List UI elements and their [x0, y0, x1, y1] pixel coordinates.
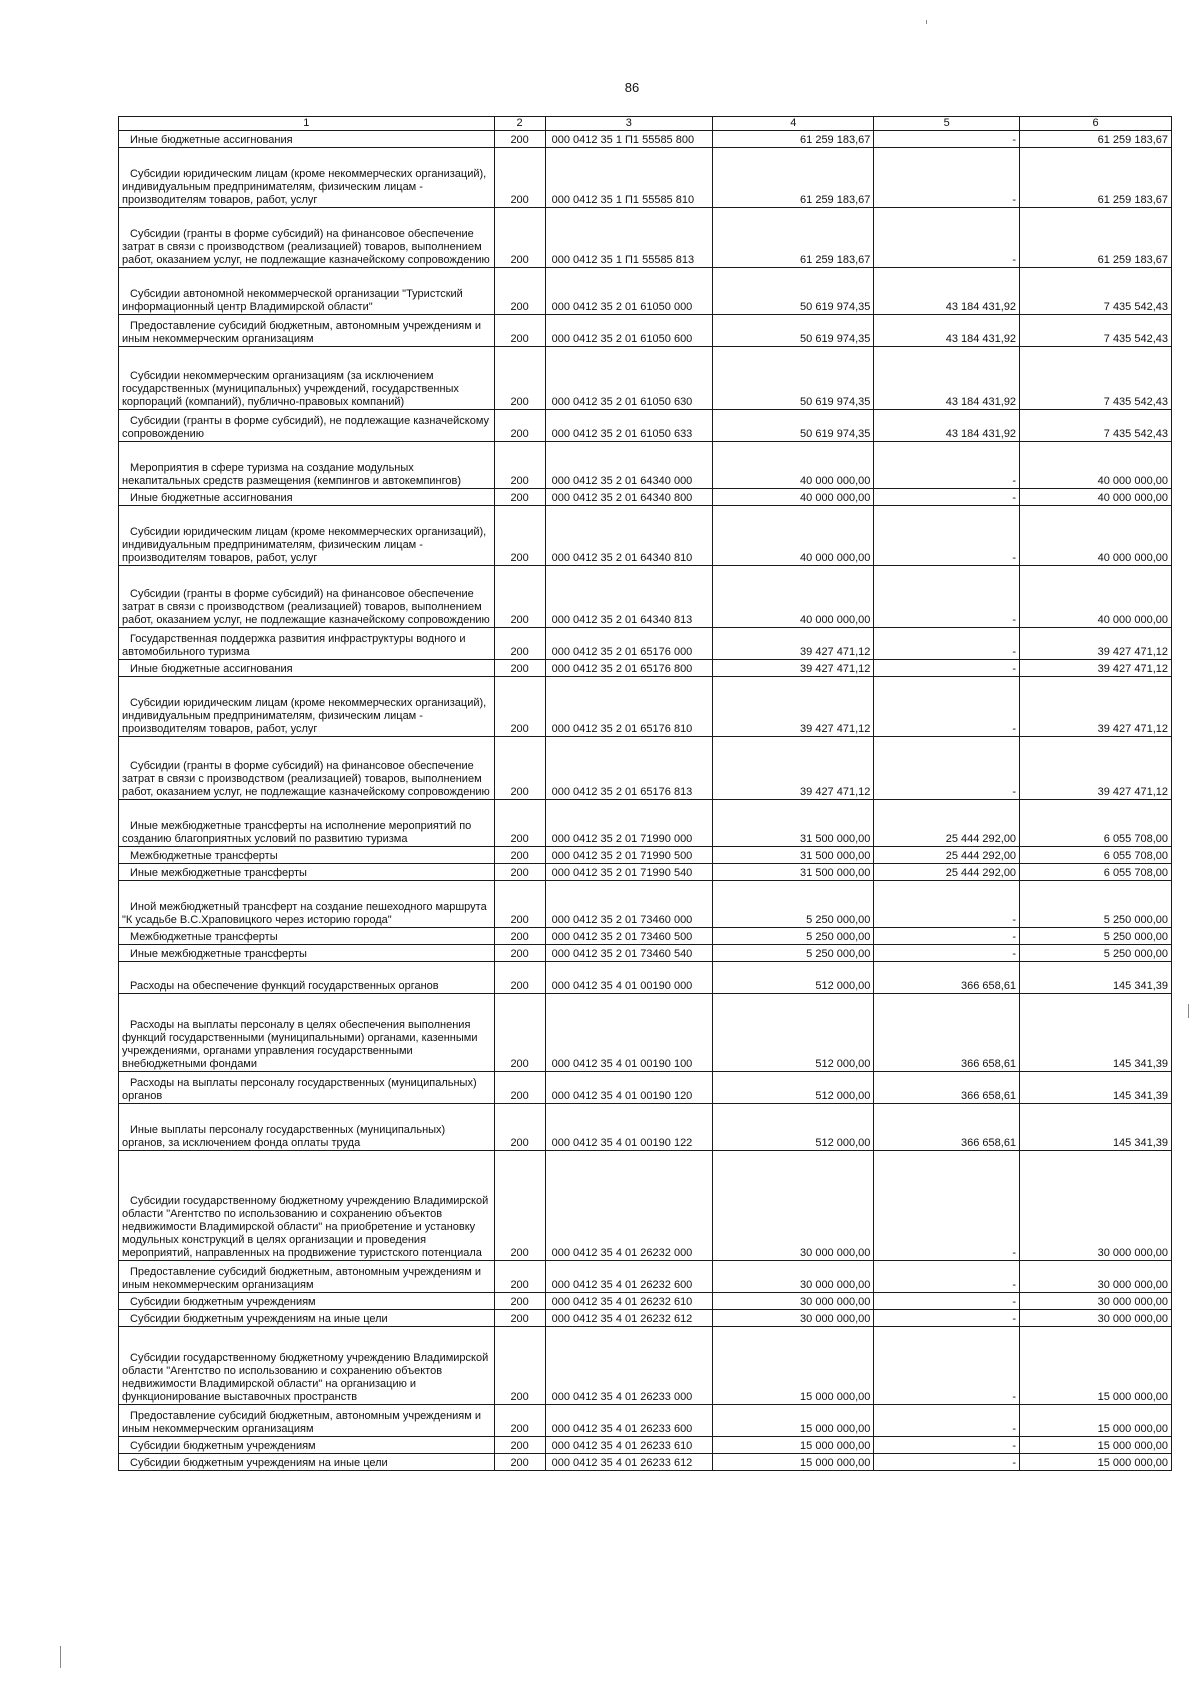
row-code-cell: 200	[494, 315, 545, 347]
row-name-cell	[119, 506, 495, 566]
row-name-text: Иные межбюджетные трансферты	[130, 867, 307, 879]
table-row	[119, 506, 1172, 566]
row-code-cell: 200	[494, 800, 545, 847]
row-amount-5-cell: -	[874, 628, 1020, 660]
row-amount-4-cell: 31 500 000,00	[713, 800, 874, 847]
row-name-cell	[119, 1261, 495, 1293]
row-kbk-cell: 000 0412 35 2 01 73460 000	[545, 881, 713, 928]
row-name-text: Субсидии юридическим лицам (кроме некоммерческих организаций), индивидуальным предпринимателям, физическим лицам - производителям товаров, работ, услуг	[122, 526, 487, 564]
row-amount-5-cell: -	[874, 148, 1020, 208]
table-row	[119, 1072, 1172, 1104]
row-code-cell: 200	[494, 208, 545, 268]
row-kbk-cell: 000 0412 35 2 01 71990 540	[545, 864, 713, 881]
row-amount-6-cell: 30 000 000,00	[1020, 1261, 1172, 1293]
row-amount-5-cell: 366 658,61	[874, 1072, 1020, 1104]
row-amount-5-cell: -	[874, 1454, 1020, 1471]
row-code-cell: 200	[494, 945, 545, 962]
row-amount-4-cell: 15 000 000,00	[713, 1454, 874, 1471]
row-amount-4-cell: 39 427 471,12	[713, 660, 874, 677]
row-amount-5-cell: -	[874, 1151, 1020, 1261]
row-kbk-cell: 000 0412 35 4 01 26233 600	[545, 1405, 713, 1437]
row-code-cell: 200	[494, 1310, 545, 1327]
row-name-cell	[119, 410, 495, 442]
row-amount-5-cell: 25 444 292,00	[874, 847, 1020, 864]
header-cell-4: 4	[713, 117, 874, 131]
table-row	[119, 1454, 1172, 1471]
row-code-cell: 200	[494, 677, 545, 737]
row-amount-6-cell: 15 000 000,00	[1020, 1327, 1172, 1405]
row-name-text: Расходы на обеспечение функций государственных органов	[130, 980, 439, 992]
row-amount-6-cell: 7 435 542,43	[1020, 315, 1172, 347]
table-row	[119, 489, 1172, 506]
row-name-cell	[119, 131, 495, 148]
row-amount-6-cell: 40 000 000,00	[1020, 506, 1172, 566]
header-cell-2: 2	[494, 117, 545, 131]
row-amount-4-cell: 61 259 183,67	[713, 148, 874, 208]
row-amount-4-cell: 30 000 000,00	[713, 1151, 874, 1261]
scan-speck	[1188, 1004, 1189, 1018]
row-kbk-cell: 000 0412 35 2 01 64340 810	[545, 506, 713, 566]
row-amount-6-cell: 61 259 183,67	[1020, 148, 1172, 208]
row-code-cell: 200	[494, 1327, 545, 1405]
row-amount-6-cell: 30 000 000,00	[1020, 1293, 1172, 1310]
row-amount-5-cell: -	[874, 677, 1020, 737]
row-amount-4-cell: 40 000 000,00	[713, 566, 874, 628]
row-amount-4-cell: 50 619 974,35	[713, 410, 874, 442]
row-name-text: Иные выплаты персоналу государственных (муниципальных) органов, за исключением фонда оплаты труда	[122, 1124, 446, 1149]
row-amount-4-cell: 61 259 183,67	[713, 208, 874, 268]
row-kbk-cell: 000 0412 35 1 П1 55585 800	[545, 131, 713, 148]
row-code-cell: 200	[494, 881, 545, 928]
row-kbk-cell: 000 0412 35 2 01 64340 813	[545, 566, 713, 628]
row-name-cell	[119, 928, 495, 945]
row-name-text: Государственная поддержка развития инфраструктуры водного и автомобильного туризма	[122, 633, 466, 658]
row-amount-5-cell: 25 444 292,00	[874, 800, 1020, 847]
row-name-text: Субсидии юридическим лицам (кроме некоммерческих организаций), индивидуальным предпринимателям, физическим лицам - производителям товаров, работ, услуг	[122, 168, 487, 206]
scan-speck	[926, 20, 927, 24]
row-amount-6-cell: 39 427 471,12	[1020, 628, 1172, 660]
row-amount-4-cell: 15 000 000,00	[713, 1405, 874, 1437]
scan-speck	[60, 1646, 61, 1668]
row-amount-4-cell: 40 000 000,00	[713, 506, 874, 566]
table-row	[119, 1310, 1172, 1327]
row-name-cell	[119, 677, 495, 737]
row-name-text: Расходы на выплаты персоналу в целях обеспечения выполнения функций государственными (муниципальными) органами, казенными учреждениями, органами управления государственными внебюджетными фондами	[122, 1019, 478, 1070]
row-name-cell	[119, 962, 495, 994]
table-header-row	[119, 117, 1172, 131]
row-code-cell: 200	[494, 1104, 545, 1151]
table-row	[119, 148, 1172, 208]
row-kbk-cell: 000 0412 35 4 01 00190 100	[545, 994, 713, 1072]
row-amount-6-cell: 7 435 542,43	[1020, 268, 1172, 315]
row-kbk-cell: 000 0412 35 2 01 61050 630	[545, 347, 713, 410]
row-code-cell: 200	[494, 489, 545, 506]
table-row	[119, 928, 1172, 945]
row-amount-4-cell: 30 000 000,00	[713, 1293, 874, 1310]
row-kbk-cell: 000 0412 35 4 01 00190 120	[545, 1072, 713, 1104]
row-amount-4-cell: 50 619 974,35	[713, 315, 874, 347]
row-name-text: Иные межбюджетные трансферты	[130, 948, 307, 960]
table-row	[119, 1437, 1172, 1454]
row-amount-5-cell: 366 658,61	[874, 962, 1020, 994]
row-amount-4-cell: 61 259 183,67	[713, 131, 874, 148]
row-amount-6-cell: 40 000 000,00	[1020, 442, 1172, 489]
row-amount-5-cell: -	[874, 208, 1020, 268]
row-name-text: Межбюджетные трансферты	[130, 850, 278, 862]
row-code-cell: 200	[494, 994, 545, 1072]
table-row	[119, 410, 1172, 442]
row-amount-6-cell: 15 000 000,00	[1020, 1437, 1172, 1454]
row-kbk-cell: 000 0412 35 2 01 64340 800	[545, 489, 713, 506]
row-name-text: Субсидии государственному бюджетному учреждению Владимирской области "Агентство по использованию и сохранению объектов недвижимости Владимирской области" на организацию и функционирование выставочных пространств	[122, 1352, 489, 1403]
row-amount-5-cell: -	[874, 1437, 1020, 1454]
row-name-cell	[119, 1310, 495, 1327]
table-row	[119, 677, 1172, 737]
row-name-text: Субсидии (гранты в форме субсидий) на финансовое обеспечение затрат в связи с производством (реализацией) товаров, выполнением работ, оказанием услуг, не подлежащие казначейскому сопровождению	[122, 760, 490, 798]
row-code-cell: 200	[494, 847, 545, 864]
row-kbk-cell: 000 0412 35 2 01 71990 500	[545, 847, 713, 864]
row-name-text: Субсидии некоммерческим организациям (за исключением государственных (муниципальных) учреждений, государственных корпораций (компаний), публично-правовых компаний)	[122, 370, 459, 408]
row-name-cell	[119, 1072, 495, 1104]
row-name-text: Субсидии бюджетным учреждениям на иные цели	[130, 1457, 388, 1469]
row-kbk-cell: 000 0412 35 4 01 26233 000	[545, 1327, 713, 1405]
row-kbk-cell: 000 0412 35 4 01 26232 000	[545, 1151, 713, 1261]
row-amount-5-cell: -	[874, 1405, 1020, 1437]
row-amount-4-cell: 15 000 000,00	[713, 1437, 874, 1454]
row-amount-4-cell: 31 500 000,00	[713, 864, 874, 881]
row-amount-6-cell: 39 427 471,12	[1020, 660, 1172, 677]
row-kbk-cell: 000 0412 35 2 01 61050 633	[545, 410, 713, 442]
row-code-cell: 200	[494, 1293, 545, 1310]
row-amount-6-cell: 5 250 000,00	[1020, 945, 1172, 962]
row-name-text: Расходы на выплаты персоналу государственных (муниципальных) органов	[122, 1077, 477, 1102]
row-name-text: Субсидии бюджетным учреждениям	[130, 1296, 316, 1308]
row-kbk-cell: 000 0412 35 4 01 00190 000	[545, 962, 713, 994]
row-name-cell	[119, 660, 495, 677]
row-name-cell	[119, 800, 495, 847]
row-name-text: Субсидии (гранты в форме субсидий), не подлежащие казначейскому сопровождению	[122, 415, 490, 440]
row-amount-5-cell: -	[874, 506, 1020, 566]
row-kbk-cell: 000 0412 35 4 01 00190 122	[545, 1104, 713, 1151]
row-amount-6-cell: 40 000 000,00	[1020, 489, 1172, 506]
row-amount-5-cell: -	[874, 1327, 1020, 1405]
row-name-cell	[119, 737, 495, 800]
table-row	[119, 442, 1172, 489]
row-amount-6-cell: 39 427 471,12	[1020, 737, 1172, 800]
row-code-cell: 200	[494, 864, 545, 881]
table-row	[119, 660, 1172, 677]
row-code-cell: 200	[494, 148, 545, 208]
table-row	[119, 1293, 1172, 1310]
row-code-cell: 200	[494, 962, 545, 994]
row-amount-6-cell: 145 341,39	[1020, 1072, 1172, 1104]
row-code-cell: 200	[494, 1151, 545, 1261]
row-code-cell: 200	[494, 737, 545, 800]
row-name-text: Иные бюджетные ассигнования	[130, 492, 293, 504]
table-row	[119, 881, 1172, 928]
row-name-text: Субсидии бюджетным учреждениям на иные цели	[130, 1313, 388, 1325]
table-row	[119, 131, 1172, 148]
row-name-text: Мероприятия в сфере туризма на создание модульных некапитальных средств размещения (кемпингов и автокемпингов)	[122, 462, 462, 487]
row-name-cell	[119, 1293, 495, 1310]
row-name-cell	[119, 489, 495, 506]
row-name-text: Предоставление субсидий бюджетным, автономным учреждениям и иным некоммерческим организациям	[122, 1410, 482, 1435]
table-row	[119, 800, 1172, 847]
row-kbk-cell: 000 0412 35 4 01 26233 610	[545, 1437, 713, 1454]
row-kbk-cell: 000 0412 35 4 01 26232 612	[545, 1310, 713, 1327]
row-amount-4-cell: 512 000,00	[713, 1072, 874, 1104]
row-kbk-cell: 000 0412 35 1 П1 55585 813	[545, 208, 713, 268]
row-code-cell: 200	[494, 506, 545, 566]
header-cell-6: 6	[1020, 117, 1172, 131]
row-code-cell: 200	[494, 1072, 545, 1104]
row-amount-5-cell: 43 184 431,92	[874, 410, 1020, 442]
row-code-cell: 200	[494, 660, 545, 677]
table-row	[119, 628, 1172, 660]
table-row	[119, 1104, 1172, 1151]
row-name-text: Предоставление субсидий бюджетным, автономным учреждениям и иным некоммерческим организациям	[122, 1266, 482, 1291]
row-name-text: Предоставление субсидий бюджетным, автономным учреждениям и иным некоммерческим организациям	[122, 320, 482, 345]
table-row	[119, 945, 1172, 962]
header-cell-5: 5	[874, 117, 1020, 131]
row-name-cell	[119, 347, 495, 410]
row-amount-5-cell: -	[874, 928, 1020, 945]
row-name-cell	[119, 881, 495, 928]
row-amount-4-cell: 30 000 000,00	[713, 1310, 874, 1327]
row-amount-6-cell: 40 000 000,00	[1020, 566, 1172, 628]
row-kbk-cell: 000 0412 35 2 01 65176 810	[545, 677, 713, 737]
row-code-cell: 200	[494, 928, 545, 945]
row-amount-6-cell: 61 259 183,67	[1020, 131, 1172, 148]
page-number: 86	[624, 80, 640, 95]
row-amount-6-cell: 6 055 708,00	[1020, 864, 1172, 881]
row-name-text: Иные бюджетные ассигнования	[130, 134, 293, 146]
row-name-text: Субсидии юридическим лицам (кроме некоммерческих организаций), индивидуальным предпринимателям, физическим лицам - производителям товаров, работ, услуг	[122, 697, 487, 735]
row-amount-5-cell: -	[874, 1293, 1020, 1310]
row-amount-5-cell: -	[874, 881, 1020, 928]
row-code-cell: 200	[494, 1437, 545, 1454]
table-row	[119, 1327, 1172, 1405]
table-row	[119, 347, 1172, 410]
row-amount-4-cell: 30 000 000,00	[713, 1261, 874, 1293]
row-amount-4-cell: 39 427 471,12	[713, 628, 874, 660]
row-amount-4-cell: 512 000,00	[713, 1104, 874, 1151]
row-amount-5-cell: -	[874, 737, 1020, 800]
row-code-cell: 200	[494, 1405, 545, 1437]
row-kbk-cell: 000 0412 35 2 01 65176 800	[545, 660, 713, 677]
row-name-text: Субсидии (гранты в форме субсидий) на финансовое обеспечение затрат в связи с производством (реализацией) товаров, выполнением работ, оказанием услуг, не подлежащие казначейскому сопровождению	[122, 228, 490, 266]
row-amount-5-cell: -	[874, 442, 1020, 489]
row-name-cell	[119, 847, 495, 864]
row-kbk-cell: 000 0412 35 2 01 71990 000	[545, 800, 713, 847]
table-row	[119, 566, 1172, 628]
row-amount-4-cell: 5 250 000,00	[713, 928, 874, 945]
row-name-cell	[119, 208, 495, 268]
row-kbk-cell: 000 0412 35 4 01 26232 600	[545, 1261, 713, 1293]
row-kbk-cell: 000 0412 35 2 01 61050 000	[545, 268, 713, 315]
row-amount-5-cell: -	[874, 945, 1020, 962]
row-amount-5-cell: 43 184 431,92	[874, 268, 1020, 315]
row-name-cell	[119, 994, 495, 1072]
row-amount-6-cell: 7 435 542,43	[1020, 410, 1172, 442]
row-amount-5-cell: -	[874, 1310, 1020, 1327]
row-amount-5-cell: 25 444 292,00	[874, 864, 1020, 881]
table-row	[119, 994, 1172, 1072]
row-name-text: Субсидии государственному бюджетному учреждению Владимирской области "Агентство по использованию и сохранению объектов недвижимости Владимирской области" на приобретение и установку модульных конструкций в целях организации и проведения мероприятий, направленных на продвижение туристского потенциала	[122, 1195, 489, 1259]
table-row	[119, 315, 1172, 347]
row-code-cell: 200	[494, 566, 545, 628]
row-name-cell	[119, 566, 495, 628]
row-amount-6-cell: 5 250 000,00	[1020, 928, 1172, 945]
table-row	[119, 847, 1172, 864]
row-amount-6-cell: 15 000 000,00	[1020, 1405, 1172, 1437]
row-amount-6-cell: 6 055 708,00	[1020, 800, 1172, 847]
row-amount-4-cell: 15 000 000,00	[713, 1327, 874, 1405]
row-code-cell: 200	[494, 131, 545, 148]
table-row	[119, 1151, 1172, 1261]
row-name-cell	[119, 864, 495, 881]
row-amount-6-cell: 5 250 000,00	[1020, 881, 1172, 928]
row-name-cell	[119, 1151, 495, 1261]
row-name-cell	[119, 442, 495, 489]
row-amount-6-cell: 145 341,39	[1020, 994, 1172, 1072]
header-cell-3: 3	[545, 117, 713, 131]
row-amount-5-cell: 366 658,61	[874, 1104, 1020, 1151]
table-row	[119, 1405, 1172, 1437]
table-row	[119, 1261, 1172, 1293]
row-amount-4-cell: 39 427 471,12	[713, 737, 874, 800]
row-amount-4-cell: 512 000,00	[713, 962, 874, 994]
row-kbk-cell: 000 0412 35 2 01 73460 500	[545, 928, 713, 945]
row-code-cell: 200	[494, 442, 545, 489]
row-amount-6-cell: 61 259 183,67	[1020, 208, 1172, 268]
budget-table	[118, 116, 1172, 1471]
row-code-cell: 200	[494, 410, 545, 442]
row-name-text: Иные межбюджетные трансферты на исполнение мероприятий по созданию благоприятных условий по развитию туризма	[122, 820, 472, 845]
row-name-cell	[119, 1405, 495, 1437]
row-name-cell	[119, 268, 495, 315]
row-amount-5-cell: -	[874, 131, 1020, 148]
row-amount-5-cell: -	[874, 1261, 1020, 1293]
row-kbk-cell: 000 0412 35 2 01 61050 600	[545, 315, 713, 347]
row-code-cell: 200	[494, 628, 545, 660]
row-amount-4-cell: 39 427 471,12	[713, 677, 874, 737]
row-code-cell: 200	[494, 268, 545, 315]
row-amount-6-cell: 145 341,39	[1020, 1104, 1172, 1151]
row-kbk-cell: 000 0412 35 1 П1 55585 810	[545, 148, 713, 208]
row-kbk-cell: 000 0412 35 2 01 65176 813	[545, 737, 713, 800]
row-amount-6-cell: 30 000 000,00	[1020, 1310, 1172, 1327]
row-name-text: Межбюджетные трансферты	[130, 931, 278, 943]
row-code-cell: 200	[494, 1261, 545, 1293]
row-amount-5-cell: -	[874, 489, 1020, 506]
row-name-cell	[119, 148, 495, 208]
row-amount-6-cell: 6 055 708,00	[1020, 847, 1172, 864]
row-name-cell	[119, 315, 495, 347]
table-row	[119, 208, 1172, 268]
row-code-cell: 200	[494, 347, 545, 410]
row-name-text: Иной межбюджетный трансферт на создание пешеходного маршрута "К усадьбе В.С.Храповицкого через историю города"	[122, 901, 487, 926]
row-kbk-cell: 000 0412 35 2 01 73460 540	[545, 945, 713, 962]
row-amount-6-cell: 15 000 000,00	[1020, 1454, 1172, 1471]
row-amount-5-cell: -	[874, 566, 1020, 628]
row-amount-4-cell: 50 619 974,35	[713, 347, 874, 410]
row-amount-5-cell: 43 184 431,92	[874, 347, 1020, 410]
row-name-text: Субсидии бюджетным учреждениям	[130, 1440, 316, 1452]
table-row	[119, 864, 1172, 881]
row-name-cell	[119, 628, 495, 660]
row-amount-4-cell: 5 250 000,00	[713, 945, 874, 962]
row-amount-4-cell: 40 000 000,00	[713, 442, 874, 489]
row-name-text: Субсидии автономной некоммерческой организации "Туристский информационный центр Владимирской области"	[122, 288, 463, 313]
header-cell-1: 1	[119, 117, 495, 131]
row-amount-4-cell: 5 250 000,00	[713, 881, 874, 928]
row-amount-4-cell: 31 500 000,00	[713, 847, 874, 864]
row-amount-4-cell: 40 000 000,00	[713, 489, 874, 506]
row-kbk-cell: 000 0412 35 4 01 26233 612	[545, 1454, 713, 1471]
row-name-cell	[119, 945, 495, 962]
row-name-text: Субсидии (гранты в форме субсидий) на финансовое обеспечение затрат в связи с производством (реализацией) товаров, выполнением работ, оказанием услуг, не подлежащие казначейскому сопровождению	[122, 588, 490, 626]
row-amount-5-cell: -	[874, 660, 1020, 677]
table-row	[119, 737, 1172, 800]
row-amount-5-cell: 366 658,61	[874, 994, 1020, 1072]
row-name-text: Иные бюджетные ассигнования	[130, 663, 293, 675]
table-row	[119, 268, 1172, 315]
row-kbk-cell: 000 0412 35 2 01 65176 000	[545, 628, 713, 660]
row-amount-6-cell: 7 435 542,43	[1020, 347, 1172, 410]
row-kbk-cell: 000 0412 35 4 01 26232 610	[545, 1293, 713, 1310]
row-amount-6-cell: 39 427 471,12	[1020, 677, 1172, 737]
table-row	[119, 962, 1172, 994]
row-amount-6-cell: 145 341,39	[1020, 962, 1172, 994]
row-amount-5-cell: 43 184 431,92	[874, 315, 1020, 347]
row-kbk-cell: 000 0412 35 2 01 64340 000	[545, 442, 713, 489]
row-name-cell	[119, 1327, 495, 1405]
row-amount-4-cell: 512 000,00	[713, 994, 874, 1072]
row-name-cell	[119, 1437, 495, 1454]
row-name-cell	[119, 1454, 495, 1471]
row-amount-4-cell: 50 619 974,35	[713, 268, 874, 315]
row-name-cell	[119, 1104, 495, 1151]
row-amount-6-cell: 30 000 000,00	[1020, 1151, 1172, 1261]
row-code-cell: 200	[494, 1454, 545, 1471]
